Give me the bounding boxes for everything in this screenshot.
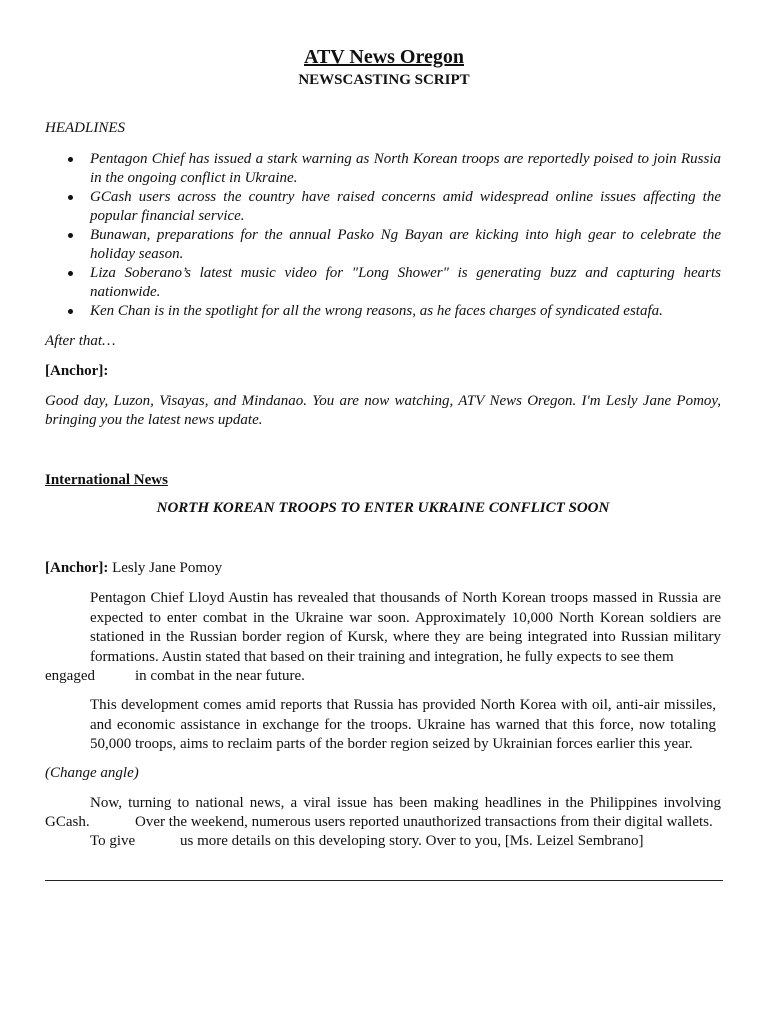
bullet-icon <box>68 195 73 200</box>
headlines-label: HEADLINES <box>45 120 125 136</box>
headline-item: Liza Soberano’s latest music video for "Long Shower" is generating buzz and capturing hearts nationwide. <box>45 264 721 302</box>
anchor-greeting: Good day, Luzon, Visayas, and Mindanao. You are now watching, ATV News Oregon. I'm Lesly Jane Pomoy, bringing you the latest news update. <box>45 393 721 428</box>
anchor-label: [Anchor]: <box>45 363 109 379</box>
story-paragraph-3-line-2-b: Over the weekend, numerous users reported unauthorized transactions from their digital wallets. <box>135 814 713 830</box>
story-paragraph-1-end-b: in combat in the near future. <box>135 668 305 684</box>
document-subtitle: NEWSCASTING SCRIPT <box>298 72 470 88</box>
story-paragraph-3-line-3-b: us more details on this developing story. Over to you, [Ms. Leizel Sembrano] <box>180 833 644 849</box>
story-title: NORTH KOREAN TROOPS TO ENTER UKRAINE CONFLICT SOON <box>156 500 610 516</box>
headline-item: Bunawan, preparations for the annual Pasko Ng Bayan are kicking into high gear to celebrate the holiday season. <box>45 226 721 264</box>
change-angle-cue: (Change angle) <box>45 765 139 781</box>
anchor-name: Lesly Jane Pomoy <box>108 560 223 576</box>
story-paragraph-1: Pentagon Chief Lloyd Austin has revealed that thousands of North Korean troops massed in Russia are expected to enter combat in the Ukraine war soon. Approximately 10,000 North Korean soldiers are stationed in the Russian border region of Kursk, where they are being integrated into Russian military formations. Austin stated that based on their training and integration, he fully expects to see them <box>90 590 721 665</box>
document-title: ATV News Oregon <box>304 46 464 68</box>
horizontal-rule <box>45 880 723 881</box>
headlines-list <box>45 150 721 321</box>
section-heading-international: International News <box>45 472 168 488</box>
bullet-icon <box>68 157 73 162</box>
anchor-line <box>45 559 222 578</box>
bullet-icon <box>68 309 73 314</box>
story-paragraph-2: This development comes amid reports that Russia has provided North Korea with oil, anti-air missiles, and economic assistance in exchange for the troops. Ukraine has warned that this force, now totaling 50,000 troops, aims to reclaim parts of the border region seized by Ukrainian forces earlier this year. <box>90 697 716 752</box>
anchor-label: [Anchor]: <box>45 560 109 576</box>
story-paragraph-3-line-2-a: GCash. <box>45 814 90 830</box>
after-that-text: After that… <box>45 333 116 349</box>
story-paragraph-3-line-1: Now, turning to national news, a viral issue has been making headlines in the Philippines involving <box>90 795 721 811</box>
bullet-icon <box>68 271 73 276</box>
bullet-icon <box>68 233 73 238</box>
headline-item: GCash users across the country have raised concerns amid widespread online issues affecting the popular financial service. <box>45 188 721 226</box>
story-paragraph-1-end-a: engaged <box>45 668 95 684</box>
headline-item: Pentagon Chief has issued a stark warning as North Korean troops are reportedly poised to join Russia in the ongoing conflict in Ukraine. <box>45 150 721 188</box>
headline-item: Ken Chan is in the spotlight for all the wrong reasons, as he faces charges of syndicated estafa. <box>45 302 721 321</box>
story-paragraph-3-line-3-a: To give <box>90 833 136 849</box>
